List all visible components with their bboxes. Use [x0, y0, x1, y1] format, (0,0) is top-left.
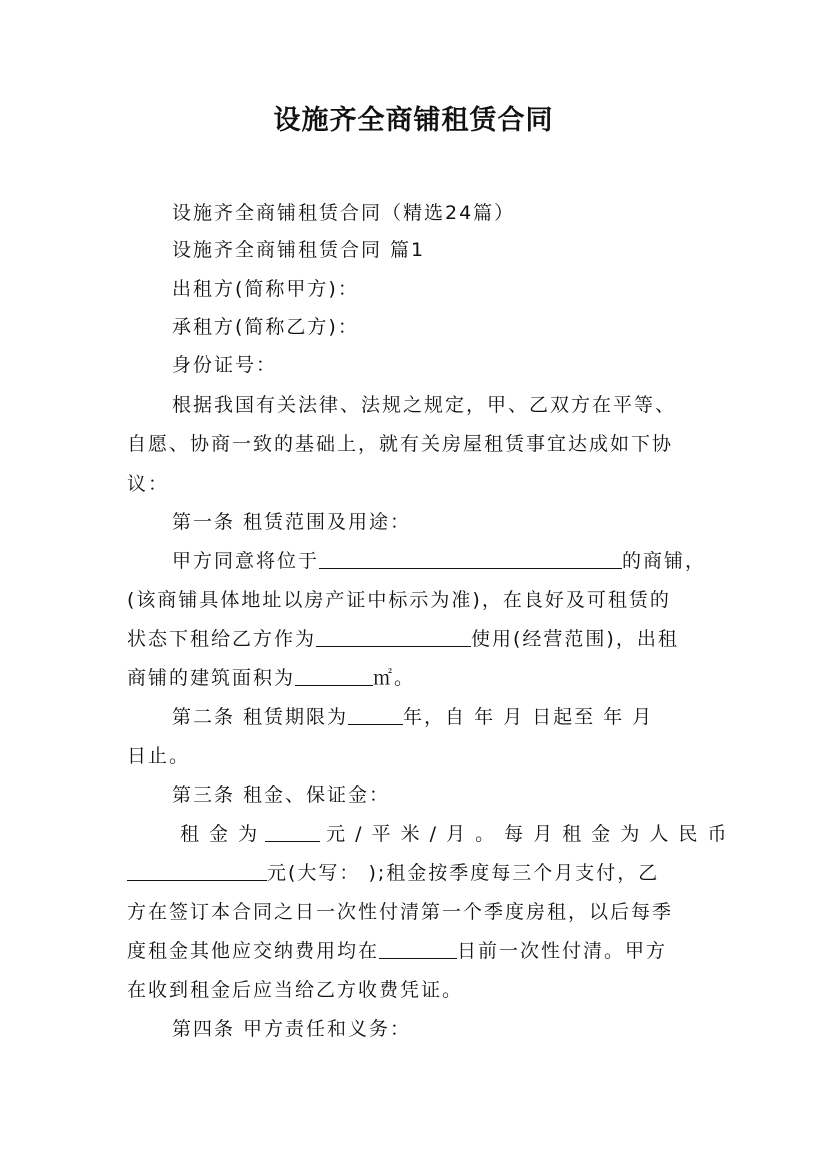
article-3-heading: 第三条 租金、保证金：: [172, 784, 391, 806]
blank-field: [127, 862, 267, 881]
article-3-line: [180, 822, 728, 846]
article-3-text: 租 金 为: [180, 823, 260, 845]
article-3-text: 元(大写： );租金按季度每三个月支付，乙: [267, 862, 660, 884]
article-3-line: 方在签订本合同之日一次性付清第一个季度房租，以后每季: [127, 901, 674, 923]
article-1-text: 的商铺，: [622, 550, 707, 572]
lessee-line: 承租方(简称乙方)：: [172, 316, 359, 338]
intro-paragraph-line: 根据我国有关法律、法规之规定，甲、乙双方在平等、: [172, 394, 677, 416]
article-1-text: 使用(经营范围)，出租: [471, 628, 679, 650]
blank-field: [316, 628, 471, 647]
article-3-line: [127, 861, 659, 885]
lessor-line: 出租方(简称甲方)：: [172, 278, 359, 300]
article-1-text: 商铺的建筑面积为: [127, 667, 296, 689]
blank-field: [265, 823, 320, 842]
intro-paragraph-line: 自愿、协商一致的基础上，就有关房屋租赁事宜达成如下协: [127, 433, 674, 455]
intro-paragraph-line: 议：: [127, 473, 170, 495]
blank-field: [295, 667, 373, 686]
document-title: 设施齐全商铺租赁合同: [273, 105, 554, 136]
id-number-line: 身份证号：: [172, 354, 278, 376]
article-1-heading: 第一条 租赁范围及用途：: [172, 511, 412, 533]
article-1-line: [172, 549, 706, 573]
blank-field: [348, 706, 403, 725]
article-1-text: 状态下租给乙方作为: [127, 628, 317, 650]
article-3-text: 度租金其他应交纳费用均在: [127, 940, 380, 962]
article-2-text: 第二条 租赁期限为: [172, 706, 349, 728]
blank-field: [379, 940, 457, 959]
article-3-text: 日前一次性付清。甲方: [457, 940, 668, 962]
article-3-line: [127, 939, 667, 963]
document-subtitle: 设施齐全商铺租赁合同（精选24篇）: [172, 202, 516, 224]
section-heading: 设施齐全商铺租赁合同 篇1: [172, 239, 426, 261]
article-1-line: (该商铺具体地址以房产证中标示为准)，在良好及可租赁的: [127, 589, 671, 611]
article-2-text: 年，自 年 月 日起至 年 月: [403, 706, 654, 728]
article-2-line: 日止。: [127, 745, 191, 767]
article-1-text: ㎡。: [373, 667, 416, 689]
article-3-text: 元 / 平 米 / 月 。 每 月 租 金 为 人 民 币: [326, 823, 729, 845]
article-1-line: [127, 627, 679, 651]
article-2-line: [172, 705, 653, 729]
article-4-heading: 第四条 甲方责任和义务：: [172, 1018, 412, 1040]
article-1-text: 甲方同意将位于: [172, 550, 320, 572]
blank-field: [319, 550, 622, 569]
article-3-line: 在收到租金后应当给乙方收费凭证。: [127, 979, 464, 1001]
article-1-line: [127, 666, 415, 690]
